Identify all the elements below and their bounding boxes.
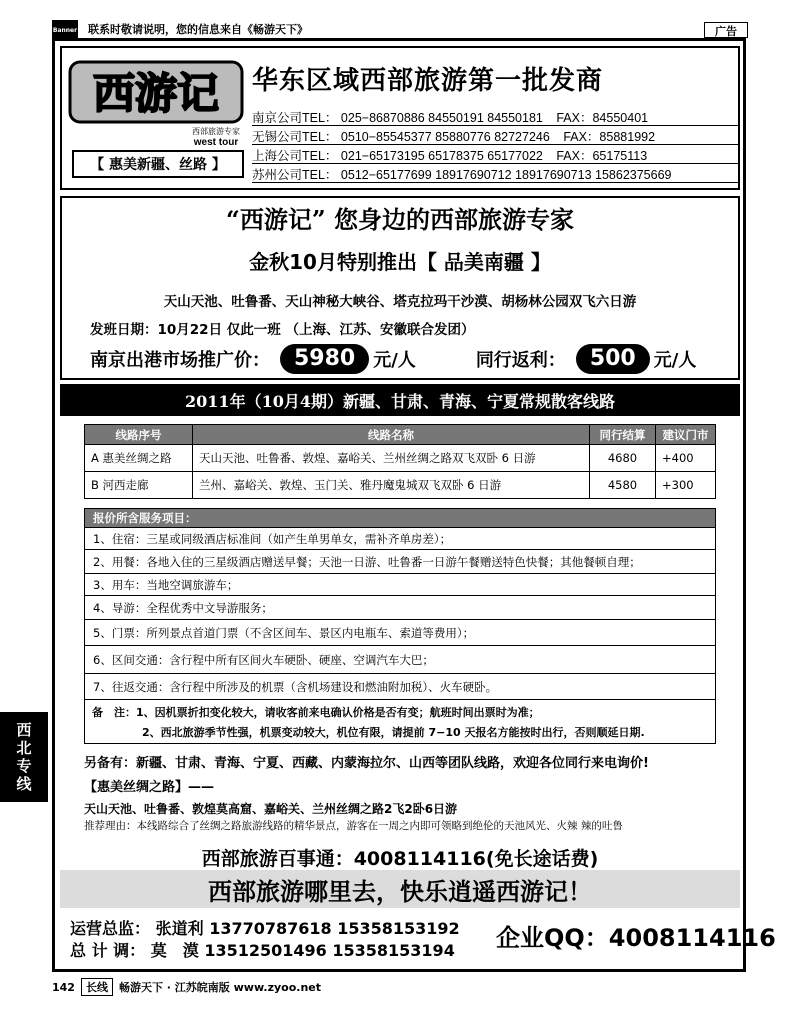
featured-title: 【惠美丝绸之路】—— [84, 780, 215, 795]
logo-main-text: 西游记 [92, 69, 220, 118]
hotline: 西部旅游百事通：4008114116(免长途话费) [201, 848, 599, 870]
price-label: 南京出港市场推广价： [90, 350, 270, 371]
price-unit: 元/人 [373, 350, 416, 371]
side-tab-char: 北 [16, 739, 32, 757]
route-id: B 河西走廊 [85, 472, 193, 499]
bottom-slogan: 西部旅游哪里去，快乐逍遥西游记！ [60, 870, 740, 908]
column-header: 建议门市 [656, 425, 716, 445]
promo-route: 天山天池、吐鲁番、天山神秘大峡谷、塔克拉玛干沙漠、胡杨林公园双飞六日游 [163, 294, 637, 310]
service-item: 7、往返交通：含行程中所涉及的机票（含机场建设和燃油附加税）、火车硬卧。 [84, 674, 716, 700]
office-row [252, 146, 738, 164]
office-tel: 0510−85545377 85880776 82727246 [340, 130, 550, 144]
contact-phones: 13512501496 15358153194 [204, 941, 455, 960]
office-fax: FAX：85881992 [563, 130, 656, 144]
featured-routes: 天山天池、吐鲁番、敦煌莫高窟、嘉峪关、兰州丝绸之路2飞2卧6日游 [84, 802, 458, 816]
company-qq: 企业QQ：4008114116 [496, 924, 776, 952]
office-name: 无锡公司TEL： [252, 130, 338, 144]
office-name: 南京公司TEL： [252, 111, 338, 125]
note-line: 2、西北旅游季节性强，机票变动较大，机位有限，请提前 7−10 天报名方能按时出行，否则顺延日期. [142, 726, 645, 739]
route-name: 天山天池、吐鲁番、敦煌、嘉峪关、兰州丝绸之路双飞双卧 6 日游 [193, 445, 590, 472]
office-name: 苏州公司TEL： [252, 168, 338, 182]
promo-sub-title: 金秋10月特别推出【 品美南疆 】 [249, 250, 551, 274]
service-item: 6、区间交通：含行程中所有区间火车硬卧、硬座、空调汽车大巴； [84, 646, 716, 674]
service-item: 2、用餐：各地入住的三星级酒店赠送早餐；天池一日游、吐鲁番一日游午餐赠送特色快餐；其他餐顿自理； [84, 550, 716, 574]
rebate-label: 同行返利： [475, 350, 566, 371]
rebate-value: 500 [576, 344, 650, 374]
column-header: 线路名称 [193, 425, 590, 445]
price-value: 5980 [280, 344, 369, 374]
top-notice-strip [52, 18, 746, 40]
contact-row [70, 938, 455, 961]
side-tab-char: 西 [16, 721, 32, 739]
west-tour-logo [66, 56, 246, 148]
route-retail: +400 [656, 445, 716, 472]
office-fax: FAX：65175113 [556, 149, 648, 163]
office-tel: 0512−65177699 18917690712 18917690713 15862375669 [340, 168, 672, 182]
service-item: 5、门票：所列景点首道门票（不含区间车、景区内电瓶车、索道等费用）； [84, 620, 716, 646]
magazine-logo-text: Banner [52, 27, 78, 34]
routes-banner: 2011年（10月4期）新疆、甘肃、青海、宁夏常规散客线路 [60, 384, 740, 416]
route-name: 兰州、嘉峪关、敦煌、玉门关、雅丹魔鬼城双飞双卧 6 日游 [193, 472, 590, 499]
ad-label: 广告 [704, 22, 748, 38]
page-number: 142 [52, 980, 75, 994]
price-line [90, 343, 730, 375]
contact-name: 莫 漠 [150, 941, 199, 960]
office-row [252, 165, 738, 183]
office-tel: 021−65173195 65178375 65177022 [340, 149, 543, 163]
promo-tag: 【 惠美新疆、丝路 】 [72, 150, 244, 178]
route-settle: 4580 [590, 472, 656, 499]
source-notice: 联系时敬请说明，您的信息来自《畅游天下》 [88, 23, 308, 36]
office-name: 上海公司TEL： [252, 149, 338, 163]
west-tour-logo-graphic [66, 56, 246, 148]
main-slogan: “西游记” 您身边的西部旅游专家 [226, 205, 574, 234]
table-header-row [85, 425, 716, 445]
office-tel: 025−86870886 84550191 84550181 [340, 111, 543, 125]
column-header: 线路序号 [85, 425, 193, 445]
contact-row [70, 916, 460, 939]
contact-role: 总 计 调： [70, 941, 146, 960]
depart-date: 发班日期：10月22日 仅此一班 （上海、江苏、安徽联合发团） [90, 322, 475, 338]
services-title: 报价所含服务项目： [84, 508, 716, 528]
service-item: 4、导游：全程优秀中文导游服务； [84, 596, 716, 620]
logo-sub-cn: 西部旅游专家 [192, 127, 240, 136]
service-item: 1、住宿：三星或同级酒店标准间（如产生单男单女，需补齐单房差）； [84, 528, 716, 550]
page-footer [52, 976, 746, 998]
table-row [85, 445, 716, 472]
contact-name: 张道利 [155, 919, 204, 938]
office-row [252, 108, 738, 126]
table-row [85, 472, 716, 499]
logo-sub-en: west tour [193, 137, 239, 148]
route-id: A 惠美丝绸之路 [85, 445, 193, 472]
rebate-unit: 元/人 [653, 350, 697, 371]
route-table [84, 424, 716, 499]
side-section-tab [0, 712, 48, 802]
other-routes: 另备有：新疆、甘肃、青海、宁夏、西藏、内蒙海拉尔、山西等团队线路，欢迎各位同行来电询价! [84, 756, 649, 771]
contact-phones: 13770787618 15358153192 [209, 919, 460, 938]
contact-role: 运营总监： [70, 919, 151, 938]
route-retail: +300 [656, 472, 716, 499]
side-tab-char: 线 [16, 775, 32, 793]
service-item: 3、用车：当地空调旅游车； [84, 574, 716, 596]
company-title: 华东区域西部旅游第一批发商 [252, 66, 604, 96]
office-row [252, 127, 738, 145]
side-tab-char: 专 [16, 757, 32, 775]
footer-text: 畅游天下 · 江苏皖南版 www.zyoo.net [118, 981, 322, 994]
note-line: 备 注：1、因机票折扣变化较大，请收客前来电确认价格是否有变；航班时间出票时为准； [92, 706, 540, 719]
office-fax: FAX：84550401 [556, 111, 649, 125]
featured-reason: 推荐理由：本线路综合了丝绸之路旅游线路的精华景点，游客在一周之内即可领略到绝伦的天池风光、火辣 辣的吐鲁 [84, 820, 623, 832]
footer-tag: 长线 [81, 978, 113, 996]
route-settle: 4680 [590, 445, 656, 472]
magazine-logo-icon [52, 20, 78, 38]
column-header: 同行结算 [590, 425, 656, 445]
